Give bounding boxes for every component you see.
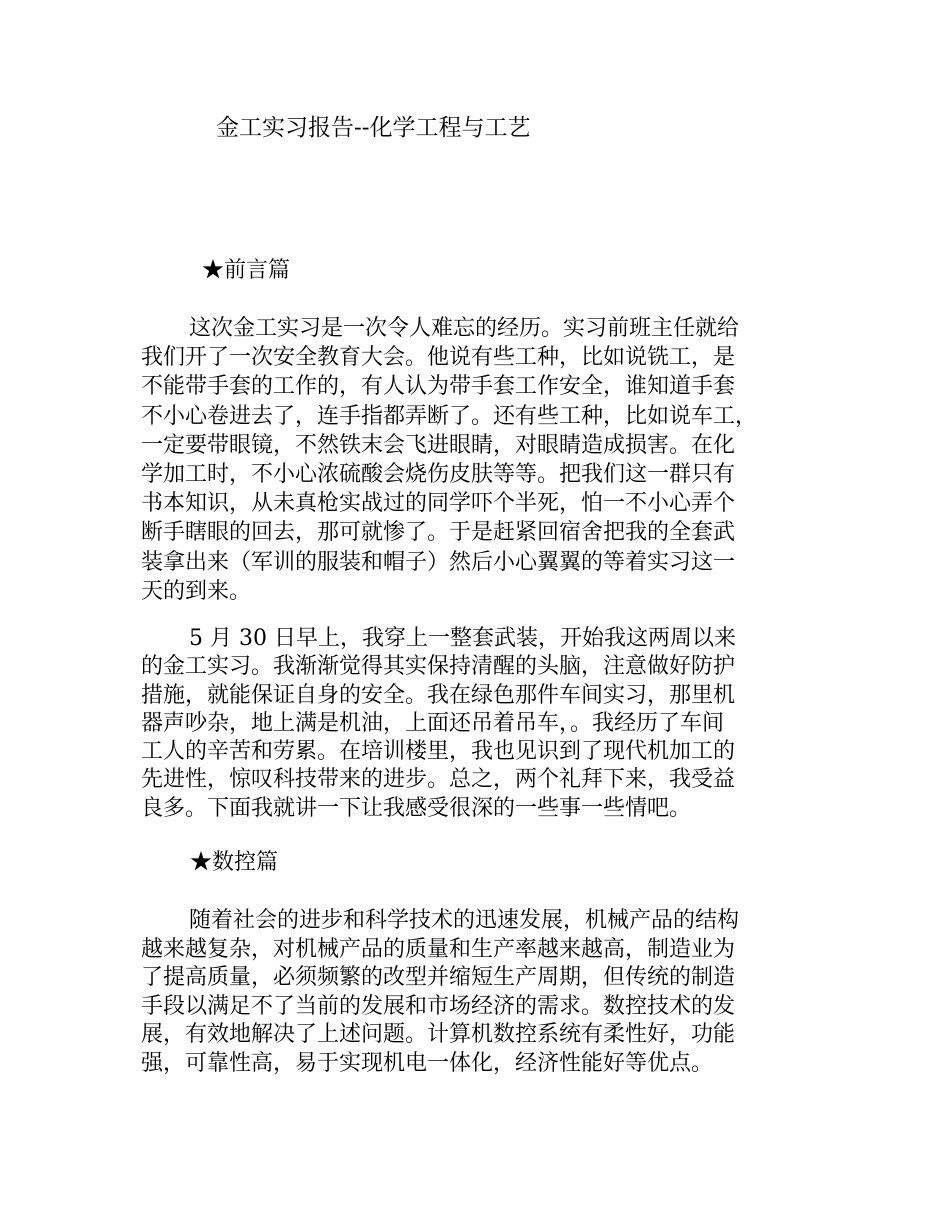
paragraph-line: 书本知识，从未真枪实战过的同学吓个半死，怕一不小心弄个	[141, 491, 736, 517]
paragraph-line: 越来越复杂，对机械产品的质量和生产率越来越高，制造业为	[141, 936, 736, 962]
section-heading-cnc: ★数控篇	[190, 850, 279, 875]
paragraph-preface-1	[141, 314, 816, 606]
document-title: 金工实习报告--化学工程与工艺	[216, 115, 531, 141]
paragraph-line: 随着社会的进步和科学技术的迅速发展，机械产品的结构	[189, 908, 740, 933]
paragraph-line: 工人的辛苦和劳累。在培训楼里，我也见识到了现代机加工的	[141, 739, 736, 765]
paragraph-line: 我们开了一次安全教育大会。他说有些工种，比如说铣工，是	[141, 345, 736, 371]
paragraph-line: 手段以满足不了当前的发展和市场经济的需求。数控技术的发	[141, 993, 736, 1019]
paragraph-line: 这次金工实习是一次令人难忘的经历。实习前班主任就给	[189, 316, 740, 341]
paragraph-line: 先进性，惊叹科技带来的进步。总之，两个礼拜下来，我受益	[141, 767, 736, 793]
paragraph-line: 一定要带眼镜，不然铁末会飞进眼睛，对眼睛造成损害。在化	[141, 432, 736, 458]
paragraph-line: 装拿出来（军训的服装和帽子）然后小心翼翼的等着实习这一	[141, 549, 736, 575]
paragraph-line: 强，可靠性高，易于实现机电一体化，经济性能好等优点。	[141, 1050, 714, 1076]
paragraph-line: 了提高质量，必须频繁的改型并缩短生产周期，但传统的制造	[141, 965, 736, 990]
section-heading-preface: ★前言篇	[202, 258, 291, 283]
paragraph-line: 不小心卷进去了，连手指都弄断了。还有些工种，比如说车工，	[141, 403, 758, 429]
paragraph-line: 天的到来。	[141, 578, 252, 604]
paragraph-line: 5 月 30 日早上，我穿上一整套武装，开始我这两周以来	[189, 626, 736, 651]
paragraph-cnc-1	[141, 907, 816, 1078]
paragraph-line: 不能带手套的工作的，有人认为带手套工作安全，谁知道手套	[141, 374, 736, 400]
paragraph-line: 的金工实习。我渐渐觉得其实保持清醒的头脑，注意做好防护	[141, 654, 736, 680]
paragraph-line: 学加工时，不小心浓硫酸会烧伤皮肤等等。把我们这一群只有	[141, 461, 736, 487]
paragraph-line: 良多。下面我就讲一下让我感受很深的一些事一些情吧。	[141, 795, 692, 821]
paragraph-line: 展，有效地解决了上述问题。计算机数控系统有柔性好，功能	[141, 1022, 736, 1047]
paragraph-line: 器声吵杂，地上满是机油，上面还吊着吊车，。我经历了车间	[141, 710, 725, 736]
paragraph-line: 断手瞎眼的回去，那可就惨了。于是赶紧回宿舍把我的全套武	[141, 520, 736, 546]
paragraph-line: 措施，就能保证自身的安全。我在绿色那件车间实习，那里机	[141, 682, 736, 708]
paragraph-preface-2	[141, 625, 816, 823]
